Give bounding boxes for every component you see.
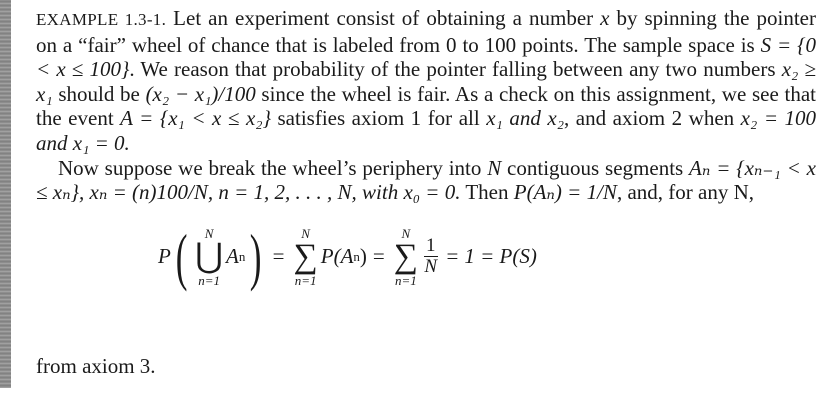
text-run: contiguous segments bbox=[501, 155, 690, 180]
sum2-symbol: ∑ bbox=[393, 237, 419, 275]
union-symbol: ⋃ bbox=[195, 237, 224, 275]
example-label: EXAMPLE 1.3-1. bbox=[36, 10, 167, 29]
math-N: N bbox=[487, 155, 502, 180]
math-sample-space: S = {0 < x ≤ 100} bbox=[36, 32, 816, 82]
sum-operator-2 bbox=[394, 227, 418, 287]
math-prob-An: P(Aₙ) = 1/N bbox=[513, 180, 617, 205]
text-run: satisfies axiom 1 for all bbox=[270, 106, 487, 131]
text-run: Then bbox=[460, 180, 514, 205]
math-probability: (x₂ − x₁)/100 bbox=[145, 81, 256, 106]
text-run: . We reason that probability of the pointer falling between any two numbers bbox=[129, 57, 782, 82]
text-run: Now suppose we break the wheel’s periphery into bbox=[58, 155, 488, 180]
right-paren: ) bbox=[250, 220, 262, 292]
text-run: , and axiom 2 when bbox=[564, 106, 741, 131]
union-operator bbox=[195, 227, 223, 287]
math-event: A = {x₁ < x ≤ x₂} bbox=[120, 106, 271, 131]
text-run: Let an experiment consist of obtaining a number bbox=[166, 6, 601, 30]
sum1-lower: n=1 bbox=[294, 272, 317, 288]
eq-rhs: 1 = P(S) bbox=[464, 244, 537, 269]
eq-sign-3: = bbox=[446, 244, 459, 269]
math-axiom2: x₂ = 100 and x₁ = 0. bbox=[36, 106, 817, 155]
union-lower: n=1 bbox=[198, 272, 220, 288]
example-paragraph bbox=[36, 6, 816, 156]
math-inequality: x₂ ≥ x₁ bbox=[36, 57, 816, 106]
eq-A: A bbox=[226, 244, 239, 269]
segment-paragraph bbox=[36, 156, 816, 205]
left-paren: ( bbox=[175, 220, 188, 292]
sum1-upper: N bbox=[301, 225, 310, 241]
sum1-symbol: ∑ bbox=[293, 237, 318, 275]
fraction-1-over-N bbox=[424, 236, 438, 277]
union-upper: N bbox=[204, 225, 214, 241]
text-run: , and, for any N, bbox=[616, 180, 754, 205]
sum2-lower: n=1 bbox=[395, 272, 417, 288]
frac-den: N bbox=[424, 256, 438, 278]
eq-P: P bbox=[158, 244, 171, 269]
text-run: since the wheel is fair. As a check on this assignment, we see that the event bbox=[36, 81, 816, 131]
sum-operator-1 bbox=[294, 227, 318, 287]
math-segments: Aₙ = {xₙ₋₁ < x ≤ xₙ}, xₙ = (n)100/N, n = 1, 2, . . . , N, with x₀ = 0. bbox=[36, 155, 816, 205]
eq-close: ) bbox=[359, 244, 367, 269]
scanned-page-edge bbox=[0, 0, 11, 388]
frac-num: 1 bbox=[426, 235, 436, 257]
text-run: by spinning the pointer on a “fair” wheel of chance that is labeled from 0 to 100 points. The sample space is bbox=[36, 6, 816, 57]
math-vars: x₁ and x₂ bbox=[486, 106, 565, 131]
math-x: x bbox=[600, 6, 610, 30]
sum2-upper: N bbox=[401, 225, 411, 241]
eq-sign-2: = bbox=[372, 244, 385, 269]
display-equation: P ( N ⋃ n=1 A n ) = N ∑ n=1 P(A n ) = N ∑ n=1 $\frac{1}{N}$ = 1 = P(S) bbox=[158, 220, 537, 292]
eq-PA: P(A bbox=[320, 244, 354, 269]
closing-line: from axiom 3. bbox=[36, 354, 156, 378]
eq-sign: = bbox=[272, 244, 285, 269]
text-run: should be bbox=[52, 81, 146, 106]
document-page bbox=[36, 6, 816, 307]
